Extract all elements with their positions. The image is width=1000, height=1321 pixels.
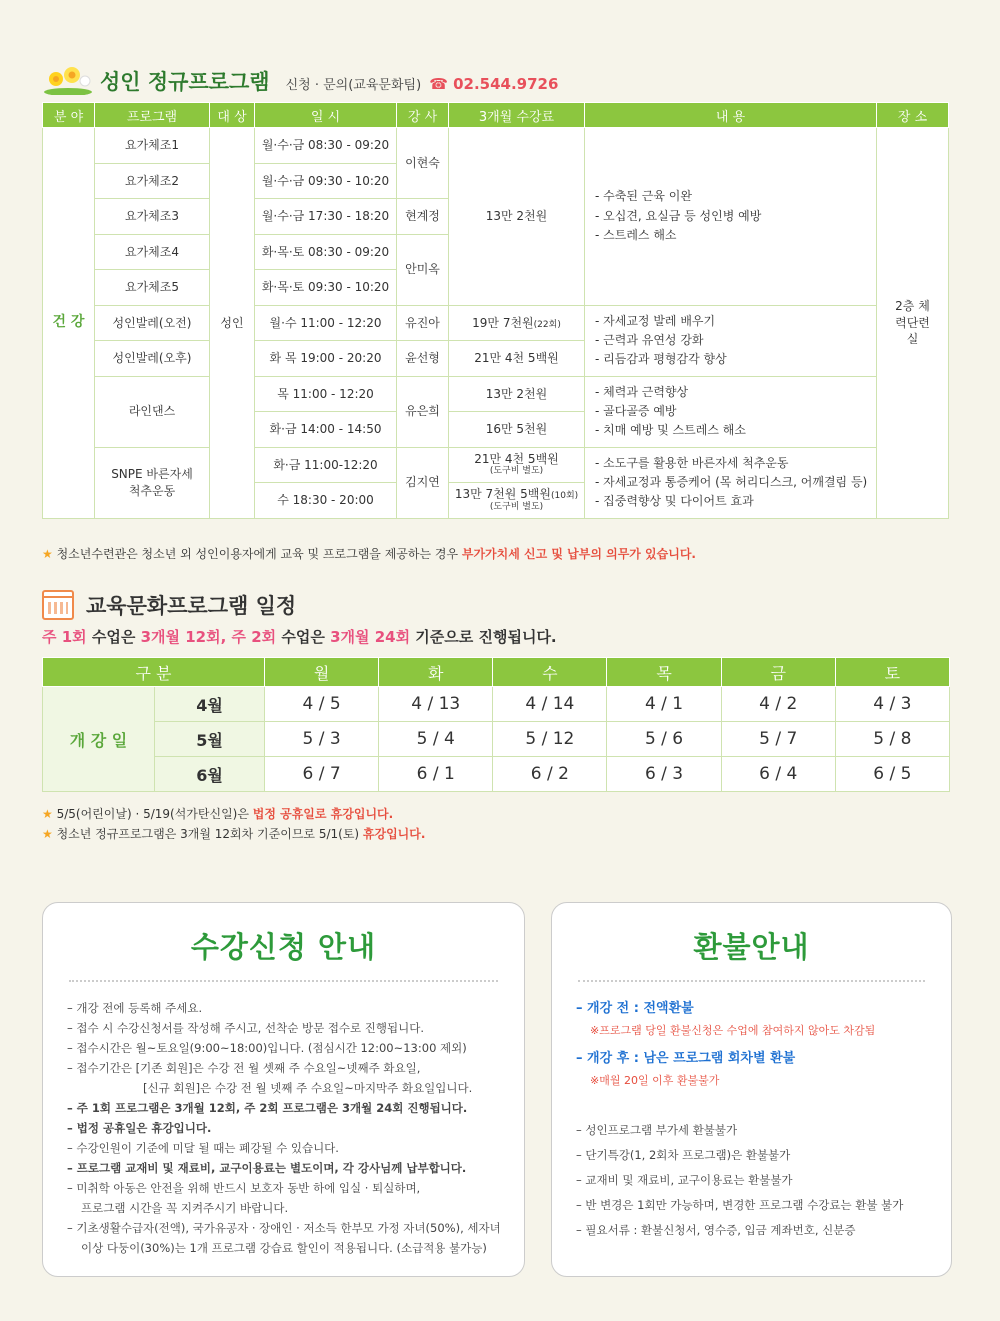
program-name: 요가체조3 xyxy=(95,199,210,235)
list-item: – 필요서류 : 환불신청서, 영수증, 입금 계좌번호, 신분증 xyxy=(576,1223,856,1237)
list-item: – 성인프로그램 부가세 환불불가 xyxy=(576,1123,738,1137)
program-name: 성인발레(오전) xyxy=(95,305,210,341)
header-cell: 수 xyxy=(493,658,607,687)
header-cell: 프로그램 xyxy=(95,103,210,128)
date-cell: 4 / 14 xyxy=(493,687,607,722)
fee-note: (도구비 별도) xyxy=(489,501,544,512)
content-line: - 치매 예방 및 스트레스 해소 xyxy=(595,423,746,438)
phone-number[interactable]: ☎ 02.544.9726 xyxy=(429,75,559,93)
table-row xyxy=(43,128,949,164)
note-highlight: 휴강입니다. xyxy=(362,827,426,841)
list-item: [신규 회원]은 수강 전 월 넷째 주 수요일~마지막주 화요일입니다. xyxy=(143,1081,473,1095)
table-row xyxy=(43,305,949,341)
place-cell: 2층 체력단련실 xyxy=(877,128,949,519)
header-cell: 토 xyxy=(835,658,949,687)
calendar-icon xyxy=(42,590,74,620)
program-name: 요가체조4 xyxy=(95,234,210,270)
header-cell: 내 용 xyxy=(585,103,877,128)
notice-text: 청소년수련관은 청소년 외 성인이용자에게 교육 및 프로그램을 제공하는 경우 xyxy=(56,547,462,561)
date-cell: 5 / 12 xyxy=(493,722,607,757)
refund-list xyxy=(552,1118,951,1243)
program-name: 요가체조1 xyxy=(95,128,210,164)
fee-note: (10회) xyxy=(550,491,579,502)
sub-part: 주 1회 xyxy=(42,628,87,646)
header-cell: 강 사 xyxy=(397,103,449,128)
header-cell: 분 야 xyxy=(43,103,95,128)
content-line: - 자세교정과 통증케어 (목 허리디스크, 어깨결림 등) xyxy=(595,474,868,489)
header-cell: 일 시 xyxy=(255,103,397,128)
header-cell: 장 소 xyxy=(877,103,949,128)
content-line: - 체력과 근력향상 xyxy=(595,384,689,399)
list-item: – 접수기간은 [기존 회원]은 수강 전 월 셋째 주 수요일~넷째주 화요일, xyxy=(67,1061,421,1075)
star-icon: ★ xyxy=(42,807,53,821)
program-name: SNPE 바른자세척추운동 xyxy=(95,447,210,518)
contact-label: 신청 · 문의(교육문화팀) xyxy=(285,78,422,93)
schedule-header xyxy=(42,590,296,620)
teacher-cell: 안미옥 xyxy=(397,234,449,305)
table-header-row xyxy=(43,103,949,128)
schedule-note xyxy=(42,824,425,844)
table-row xyxy=(43,447,949,483)
date-cell: 6 / 2 xyxy=(493,757,607,792)
time-cell: 화·금 11:00-12:20 xyxy=(255,447,397,483)
header-cell: 3개월 수강료 xyxy=(449,103,585,128)
time-cell: 화·목·토 09:30 - 10:20 xyxy=(255,270,397,306)
content-line: - 골다골증 예방 xyxy=(595,403,677,418)
date-cell: 4 / 3 xyxy=(835,687,949,722)
table-row xyxy=(43,376,949,412)
schedule-note xyxy=(42,804,425,824)
header-cell: 화 xyxy=(379,658,493,687)
teacher-cell: 현계정 xyxy=(397,199,449,235)
content-cell xyxy=(585,128,877,306)
fee-cell: 21만 4천 5백원 xyxy=(449,341,585,377)
date-cell: 5 / 6 xyxy=(607,722,721,757)
teacher-cell: 이현숙 xyxy=(397,128,449,199)
date-cell: 4 / 1 xyxy=(607,687,721,722)
date-cell: 6 / 5 xyxy=(835,757,949,792)
schedule-notes xyxy=(42,804,425,844)
refund-main xyxy=(552,998,951,1092)
list-item: – 접수시간은 월~토요일(9:00~18:00)입니다. (점심시간 12:00~13:00 제외) xyxy=(67,1041,467,1055)
notice-highlight: 부가가치세 신고 및 납부의 의무가 있습니다. xyxy=(461,547,696,561)
refund-after-note: ※매월 20일 이후 환불불가 xyxy=(590,1074,720,1087)
list-item: – 법정 공휴일은 휴강입니다. xyxy=(67,1121,212,1135)
list-item: – 수강인원이 기준에 미달 될 때는 폐강될 수 있습니다. xyxy=(67,1141,339,1155)
star-icon: ★ xyxy=(42,547,53,561)
content-line: - 집중력향상 및 다이어트 효과 xyxy=(595,494,754,509)
schedule-header-row xyxy=(43,658,950,687)
time-cell: 월·수 11:00 - 12:20 xyxy=(255,305,397,341)
list-item: 이상 다둥이(30%)는 1개 프로그램 강습료 할인이 적용됩니다. (소급적용 불가능) xyxy=(81,1241,487,1255)
table-row xyxy=(43,757,950,792)
content-line: - 수축된 근육 이완 xyxy=(595,189,692,204)
list-item: 프로그램 시간을 꼭 지켜주시기 바랍니다. xyxy=(81,1201,289,1215)
note-highlight: 법정 공휴일로 휴강입니다. xyxy=(252,807,394,821)
program-name: 요가체조5 xyxy=(95,270,210,306)
time-cell: 수 18:30 - 20:00 xyxy=(255,483,397,519)
teacher-cell: 김지연 xyxy=(397,447,449,518)
time-cell: 월·수·금 08:30 - 09:20 xyxy=(255,128,397,164)
fee-note: (도구비 별도) xyxy=(489,466,544,477)
date-cell: 6 / 1 xyxy=(379,757,493,792)
content-cell xyxy=(585,305,877,376)
sub-part: 기준으로 진행됩니다. xyxy=(410,628,557,646)
fee-cell xyxy=(449,483,585,519)
teacher-cell: 유은희 xyxy=(397,376,449,447)
content-line: - 리듬감과 평형감각 향상 xyxy=(595,352,727,367)
time-cell: 화·목·토 08:30 - 09:20 xyxy=(255,234,397,270)
content-line: - 근력과 유연성 강화 xyxy=(595,332,704,347)
date-cell: 5 / 3 xyxy=(265,722,379,757)
start-day-label: 개 강 일 xyxy=(43,687,155,792)
fee-cell: 16만 5천원 xyxy=(449,412,585,448)
content-line: - 자세교정 발레 배우기 xyxy=(595,313,716,328)
note-text: 5/5(어린이날) · 5/19(석가탄신일)은 xyxy=(56,807,253,821)
content-line: - 스트레스 해소 xyxy=(595,227,677,242)
time-cell: 화 목 19:00 - 20:20 xyxy=(255,341,397,377)
fee-cell: 13만 2천원 xyxy=(449,376,585,412)
list-item: – 단기특강(1, 2회차 프로그램)은 환불불가 xyxy=(576,1148,791,1162)
program-header xyxy=(42,66,558,96)
list-item: – 반 변경은 1회만 가능하며, 변경한 프로그램 수강료는 환불 불가 xyxy=(576,1198,904,1212)
content-cell xyxy=(585,447,877,518)
date-cell: 4 / 5 xyxy=(265,687,379,722)
apply-info-box xyxy=(42,902,525,1277)
divider xyxy=(578,980,925,982)
refund-before: – 개강 전 : 전액환불 xyxy=(576,1001,694,1016)
time-cell: 월·수·금 09:30 - 10:20 xyxy=(255,163,397,199)
sub-part: 수업은 xyxy=(276,628,331,646)
month-cell: 6월 xyxy=(155,757,265,792)
fee-cell: 13만 2천원 xyxy=(449,128,585,306)
refund-title: 환불안내 xyxy=(693,930,810,964)
list-item: – 교재비 및 재료비, 교구이용료는 환불불가 xyxy=(576,1173,793,1187)
refund-before-note: ※프로그램 당일 환불신청은 수업에 참여하지 않아도 차감됨 xyxy=(590,1024,876,1037)
date-cell: 5 / 8 xyxy=(835,722,949,757)
sub-part: 수업은 xyxy=(86,628,141,646)
list-item: – 주 1회 프로그램은 3개월 12회, 주 2회 프로그램은 3개월 24회 진행됩니다. xyxy=(67,1101,468,1115)
refund-after: – 개강 후 : 남은 프로그램 회차별 환불 xyxy=(576,1051,796,1066)
refund-info-box xyxy=(551,902,952,1277)
date-cell: 5 / 4 xyxy=(379,722,493,757)
fee-value: 13만 7천원 5백원 xyxy=(454,487,551,502)
time-cell: 목 11:00 - 12:20 xyxy=(255,376,397,412)
list-item: – 프로그램 교재비 및 재료비, 교구이용료는 별도이며, 각 강사님께 납부합니다. xyxy=(67,1161,467,1175)
sub-part: 3개월 12회, 주 2회 xyxy=(140,628,277,646)
header-cell: 대 상 xyxy=(210,103,255,128)
time-cell: 월·수·금 17:30 - 18:20 xyxy=(255,199,397,235)
fee-value: 21만 4천 5백원 xyxy=(474,451,559,466)
header-cell: 월 xyxy=(265,658,379,687)
apply-title: 수강신청 안내 xyxy=(190,930,377,964)
teacher-cell: 윤선형 xyxy=(397,341,449,377)
program-name: 라인댄스 xyxy=(95,376,210,447)
list-item: – 기초생활수급자(전액), 국가유공자 · 장애인 · 저소득 한부모 가정 자녀(50%), 세자녀 xyxy=(67,1221,501,1235)
fee-value: 19만 7천원 xyxy=(472,315,534,330)
list-item: – 개강 전에 등록해 주세요. xyxy=(67,1001,203,1015)
fee-cell xyxy=(449,305,585,341)
page-title: 성인 정규프로그램 xyxy=(100,70,270,94)
date-cell: 6 / 7 xyxy=(265,757,379,792)
table-row xyxy=(43,722,950,757)
table-row xyxy=(43,687,950,722)
header-cell: 금 xyxy=(721,658,835,687)
target-cell: 성인 xyxy=(210,128,255,519)
date-cell: 4 / 2 xyxy=(721,687,835,722)
program-name: 요가체조2 xyxy=(95,163,210,199)
apply-list xyxy=(43,998,524,1258)
schedule-table xyxy=(42,657,950,792)
vat-notice xyxy=(42,545,696,562)
schedule-subtitle xyxy=(42,626,557,647)
header-cell: 구 분 xyxy=(43,658,265,687)
program-table xyxy=(42,102,949,519)
list-item: – 미취학 아동은 안전을 위해 반드시 보호자 동반 하에 입실 · 퇴실하며, xyxy=(67,1181,421,1195)
date-cell: 5 / 7 xyxy=(721,722,835,757)
note-text: 청소년 정규프로그램은 3개월 12회차 기준이므로 5/1(토) xyxy=(56,827,363,841)
fee-note: (22회) xyxy=(533,319,561,330)
list-item: – 접수 시 수강신청서를 작성해 주시고, 선착순 방문 접수로 진행됩니다. xyxy=(67,1021,425,1035)
schedule-title: 교육문화프로그램 일정 xyxy=(86,594,297,618)
time-cell: 화·금 14:00 - 14:50 xyxy=(255,412,397,448)
divider xyxy=(69,980,498,982)
fee-cell xyxy=(449,447,585,483)
month-cell: 4월 xyxy=(155,687,265,722)
content-line: - 소도구를 활용한 바른자세 척추운동 xyxy=(595,455,789,470)
sub-part: 3개월 24회 xyxy=(330,628,411,646)
star-icon: ★ xyxy=(42,827,53,841)
date-cell: 6 / 3 xyxy=(607,757,721,792)
program-name: 성인발레(오후) xyxy=(95,341,210,377)
date-cell: 6 / 4 xyxy=(721,757,835,792)
month-cell: 5월 xyxy=(155,722,265,757)
date-cell: 4 / 13 xyxy=(379,687,493,722)
category-cell: 건 강 xyxy=(43,128,95,519)
teacher-cell: 유진아 xyxy=(397,305,449,341)
header-cell: 목 xyxy=(607,658,721,687)
content-line: - 오십견, 요실금 등 성인병 예방 xyxy=(595,208,762,223)
flower-icon xyxy=(42,67,94,95)
content-cell xyxy=(585,376,877,447)
